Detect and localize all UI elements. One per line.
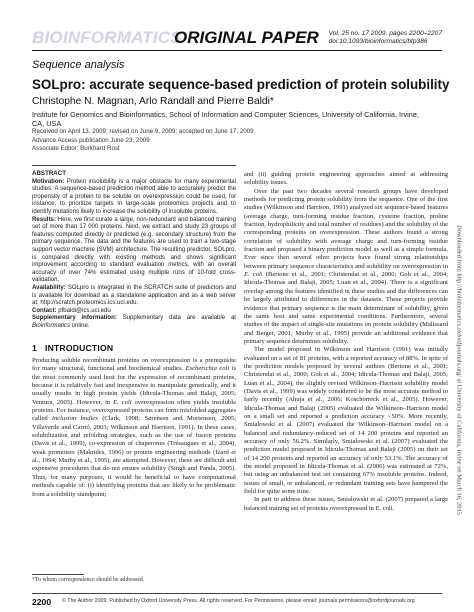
footnote-rule [32, 574, 84, 575]
contact-label: Contact: [32, 307, 57, 314]
volume-line: Vol. 25 no. 17 2009, pages 2200–2207 [328, 30, 442, 37]
introduction-text [32, 357, 236, 499]
volume-info [329, 30, 442, 46]
intro-text-b: is the most commonly used host for the expression of recombinant proteins, because it is relatively fast and inexpensive to manipulate genetically, and it usually results in high protein yields (Idicula-Thomas and Balaji, 2005; Ventura, 2005). However, in [32, 365, 236, 406]
results-text: Here, we first curate a large, non-redundant and balanced training set of more than 17 000 proteins. Next, we extract and study 23 groups of features computed directly or predicted (e.g. secondary structure) from the primary sequence. The data and the features are used to train a two-stage support vector machine (SVM) architecture. The resulting predictor, SOLpro, is compared directly with existing methods and shows significant improvement according to standard evaluation metrics, with an overall accuracy of over 74% estimated using multiple runs of 10-fold cross-validation. [32, 216, 236, 284]
motivation-label: Motivation: [32, 178, 65, 185]
affiliation: Institute for Genomics and Bioinformatics, School of Information and Computer Sciences, University of California, Irvine, CA, USA [32, 110, 419, 128]
supplementary-label: Supplementary information: [32, 315, 117, 322]
section-number: 1 [32, 343, 37, 353]
paper-title: SOLpro: accurate sequence-based prediction of protein solubility [32, 77, 450, 92]
abstract [32, 170, 236, 330]
doi-line: doi:10.1093/bioinformatics/btp386 [328, 38, 428, 46]
abstract-motivation [32, 179, 236, 217]
right-text-b: (Bertone et al., 2001; Christendat et al., 2000; Goh et al., 2004; Idicula-Thomas and Balaji, 2005; Luan et al., 2004). There is a significant overlap among the features identified in these studies and the differences can be largely attributed to differences in the datasets. These projects provide evidence that primary sequence is the main determinant of solubility, given the same host and same experimental conditions. Furthermore, several studies of the impact of single-site mutations on protein solubility (Malissard and Berger, 2001; Murby et al., 1995) provide an additional evidence that primary sequence determines solubility. [244, 271, 448, 345]
introduction-heading [32, 343, 113, 353]
abstract-contact [32, 308, 236, 316]
right-paragraph-1 [244, 188, 448, 347]
contact-email[interactable]: pfbaldi@ics.uci.edu [56, 307, 111, 314]
section-label: Sequence analysis [32, 59, 125, 71]
copyright-line: © The Author 2009. Published by Oxford University Press. All rights reserved. For Permissions, please email: journals.permissions@oxfordjournals.org [62, 598, 415, 604]
journal-name: BIOINFORMATICS [32, 28, 182, 47]
publication-dates [32, 128, 432, 154]
intro-text-c: overexpression often yields insoluble proteins. For instance, overexpressed proteins can form misfolded aggregates called [32, 398, 236, 423]
supplementary-journal: Bioinformatics [32, 322, 70, 329]
right-paragraph-3: In part to address these issues, Smialowski et al. (2007) prepared a large balanced training set of proteins overexpressed in E. coli. [244, 496, 448, 512]
download-sidebar [452, 150, 466, 590]
motivation-text: Protein insolubility is a major obstacle for many experimental studies. A sequence-based prediction method able to accurately predict the propensity of a protein to be soluble on overexpression could be used, for instance, to prioritize targets in large-scale proteomics projects and to identify mutations likely to increase the solubility of insoluble proteins. [32, 178, 236, 215]
availability-label: Availability: [32, 284, 66, 291]
abstract-results [32, 217, 236, 285]
right-text-a: Over the past two decades several research groups have developed methods for predicting protein solubility from the sequence. One of the first studies (Wilkinson and Harrison, 1991) analyzed six sequence-based features (average charge, turn-forming residue fraction, cysteine fraction, proline fraction, hydrophilicity and total number of residues) and the solubility of the corresponding proteins on overexpression. These authors found a strong correlation of solubility with average charge and turn-forming residue fraction and proposed a binary prediction model as well as a simple formula. Ever since then several other projects have found strong relationships between primary sequence characteristics and solubility on overexpression in [244, 187, 448, 270]
abstract-rule [32, 165, 236, 166]
right-column [244, 171, 448, 513]
species-name-right: E. coli [244, 271, 263, 279]
section-title: INTRODUCTION [44, 343, 114, 353]
journal-header [32, 28, 442, 51]
author-list: Christophe N. Magnan, Arlo Randall and Pierre Baldi* [32, 96, 274, 107]
received-date: Received on April 13, 2009; revised on June 9, 2009; accepted on June 17, 2009 [32, 128, 254, 135]
supplementary-text: Supplementary data are available at [116, 315, 236, 322]
results-label: Results: [32, 216, 56, 223]
intro-text-a: Producing soluble recombinant proteins on overexpression is a prerequisite for many structural, functional and biochemical studies. [32, 357, 236, 373]
download-notice: Downloaded from http://bioinformatics.oxfordjournals.org/ at University of California, Irvine on March 16, 2015 [455, 225, 463, 515]
right-paragraph-0: and (ii) guiding protein engineering approaches aimed at addressing solubility issues. [244, 171, 448, 187]
footer-rule [32, 593, 442, 594]
species-name: Escherichia coli [185, 365, 230, 373]
abstract-heading: ABSTRACT [32, 170, 67, 177]
supplementary-end: online. [69, 322, 90, 329]
abstract-availability [32, 285, 236, 308]
paper-type: ORIGINAL PAPER [174, 28, 319, 47]
advance-access: Advance Access publication June 23, 2009 [32, 136, 150, 144]
availability-text: SOLpro is integrated in the SCRATCH suite of predictors and is available for download as a standalone application and as a web server at: http://scratch.proteomics.ics.uci.edu. [32, 284, 236, 307]
abstract-supplementary [32, 315, 236, 330]
species-name-short: E. coli [113, 398, 132, 406]
intro-text-d: (Clark, 1998; Sørensen and Mortensen, 2005; Villaverde and Carrió, 2003; Wilkinson and Harrison, 1991). In these cases, solubilization and refolding strategies, such as the use of fusion proteins (Davis et al., 1999), co-expression of chaperones (Trésaugues et al., 2004), weak promoters (Makrides, 1996) or protein engineering methods (Izard et al., 1994; Murby et al., 1995), are attempted. However, these are difficult and expensive procedures that do not ensure solubility (Singh and Panda, 2005). Thus, for many purposes, it would be beneficial to have computational methods capable of: (i) identifying proteins that are likely to be problematic from a solubility standpoint; [32, 415, 237, 498]
associate-editor: Associate Editor: Burkhard Rost [32, 145, 120, 153]
intro-paragraph [32, 357, 236, 499]
correspondence-footnote: *To whom correspondence should be addressed. [32, 577, 145, 583]
inclusion-bodies-term: inclusion bodies [52, 415, 98, 423]
page-number: 2200 [32, 597, 52, 607]
right-paragraph-2: The model proposed in Wilkinson and Harrison (1991) was initially evaluated on a set of 81 proteins, with a reported accuracy of 88%. In spite of the prediction models proposed by several authors (Bertone et al., 2001; Christendat et al., 2000; Goh et al., 2004; Idicula-Thomas and Balaji, 2005; Luan et al., 2004), the slightly revised Wilkinson–Harrison solubility model (Davis et al., 1999) was widely considered to be the most accurate method to fairly recently (Ahuja et al., 2006; Koschorreck et al., 2005). However, Idicula-Thomas and Balaji (2005) evaluated the Wilkinson–Harrison model on a small set and reported a prediction accuracy <50%. More recently, Smialowski et al. (2007) evaluated the Wilkinson–Harrison model on a balanced and redundancy-reduced set of 14 200 proteins and reported an accuracy of only 56.2%. Similarly, Smialowski et al. (2007) evaluated the prediction model proposed in Idicula-Thomas and Balaji (2005) on their set of 14 200 proteins and reported an accuracy of only 53.1%. The accuracy of the model proposed in Idicula-Thomas et al. (2006) was estimated at 72%, but using an unbalanced test set containing 67% insoluble proteins. Indeed, issues of small, or unbalanced, or redundant training sets have hampered the field for quite some time. [244, 346, 448, 496]
